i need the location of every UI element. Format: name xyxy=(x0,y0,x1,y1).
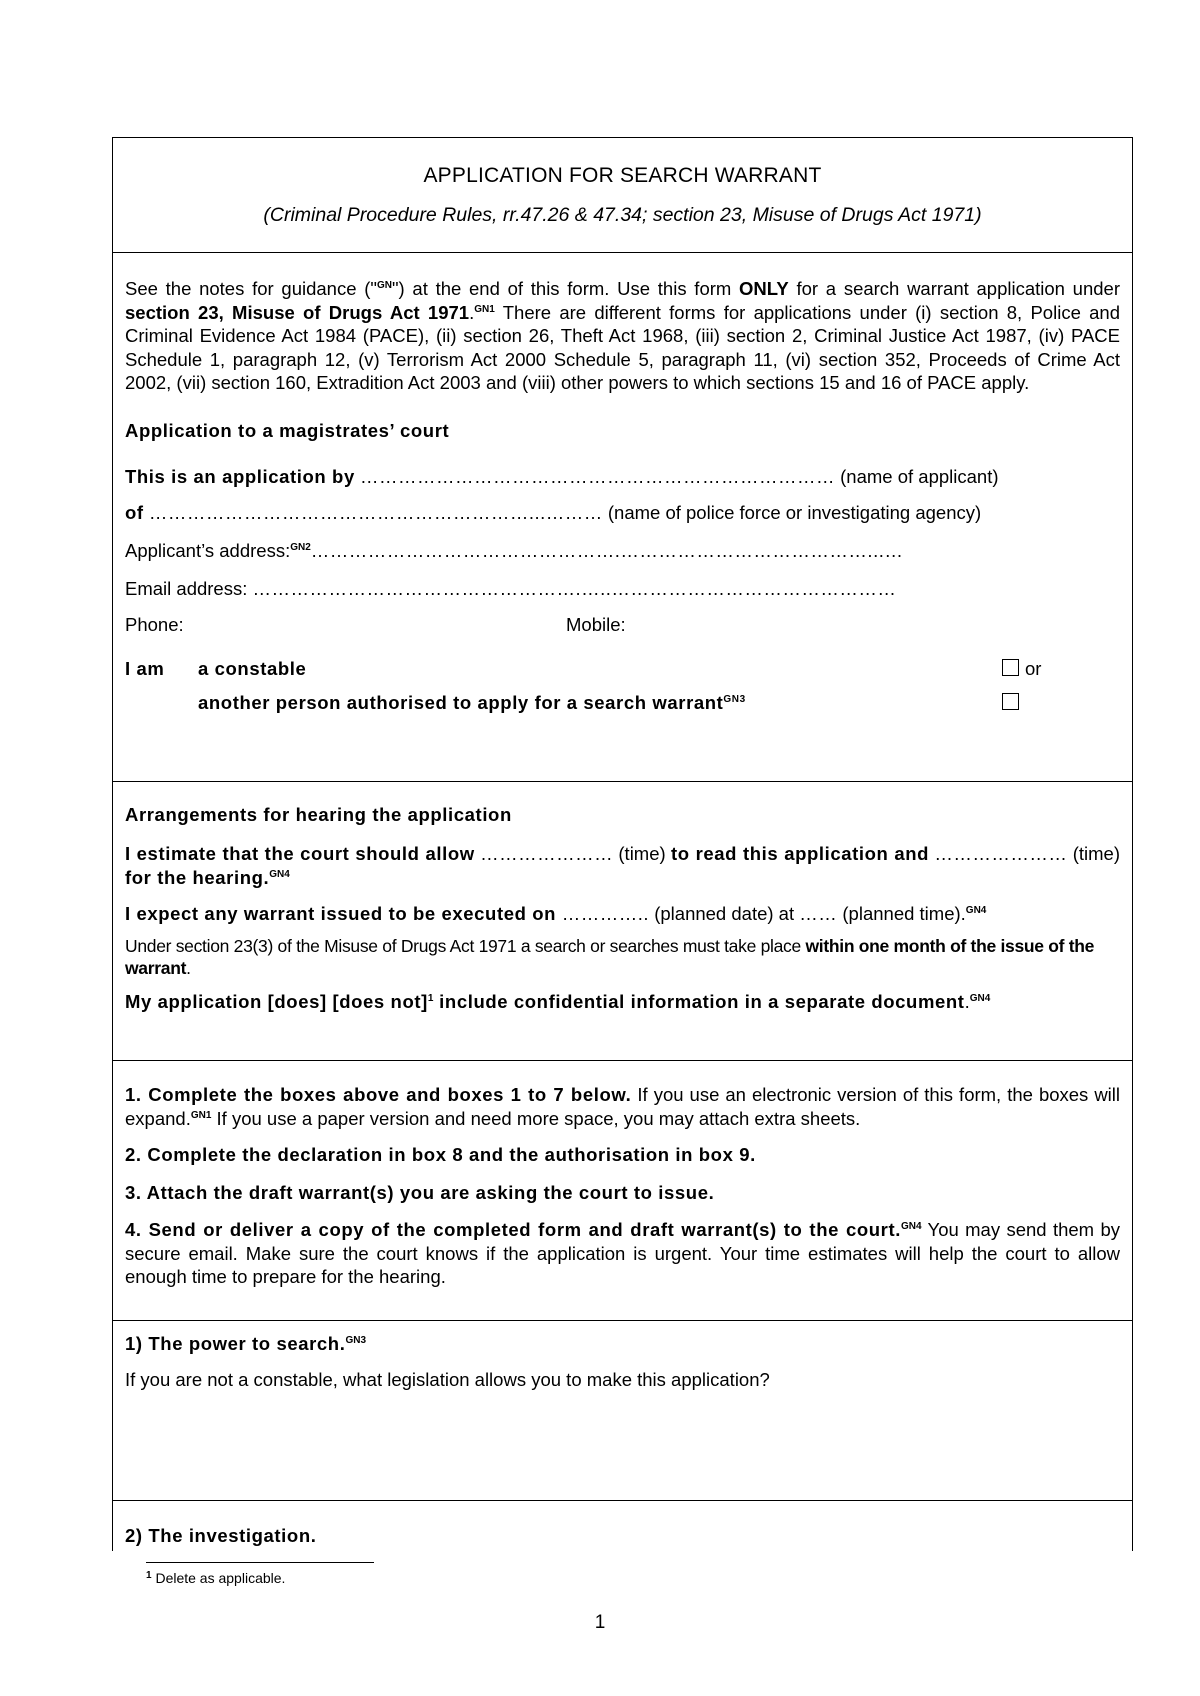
text: (planned time). xyxy=(837,903,966,924)
form-title: APPLICATION FOR SEARCH WARRANT xyxy=(423,164,822,187)
gn-ref: GN xyxy=(376,280,392,291)
form-subtitle: (Criminal Procedure Rules, rr.47.26 & 47.34; section 23, Misuse of Drugs Act 1971) xyxy=(263,204,982,226)
authorised-checkbox-wrap xyxy=(1002,692,1025,714)
text: . xyxy=(964,991,970,1012)
constable-checkbox[interactable] xyxy=(1002,659,1019,676)
gn-ref: GN1 xyxy=(474,303,495,315)
constable-option xyxy=(125,658,1120,680)
step-2: 2. Complete the declaration in box 8 and the authorisation in box 9. xyxy=(125,1144,756,1165)
text: My application [does] [does not] xyxy=(125,991,428,1012)
text: 1. Complete the boxes above and boxes 1 to 7 below. xyxy=(125,1084,632,1105)
address-field[interactable] xyxy=(125,540,1120,562)
box-1-answer-area[interactable] xyxy=(125,1391,1120,1481)
authorised-option xyxy=(125,692,1120,714)
text: Under section 23(3) of the Misuse of Drugs Act 1971 a search or searches must take place xyxy=(125,936,806,956)
gn-ref: GN4 xyxy=(969,993,991,1004)
or-label: or xyxy=(1025,657,1042,679)
constable-label: a constable xyxy=(198,657,307,679)
text: for a search warrant application under xyxy=(788,278,1120,299)
text: . xyxy=(186,958,191,978)
footnote xyxy=(146,1570,285,1586)
text: I expect any warrant issued to be executed on xyxy=(125,903,562,924)
steps-section xyxy=(113,1061,1132,1321)
i-am-label: I am xyxy=(125,657,165,679)
text: for the hearing. xyxy=(125,866,270,888)
phone-label: Phone: xyxy=(125,613,184,635)
gn-ref: GN3 xyxy=(723,693,746,705)
arrangements-section xyxy=(113,782,1132,1061)
step-4 xyxy=(125,1218,1120,1289)
court-heading: Application to a magistrates’ court xyxy=(125,419,450,441)
text: within one month of the issue of the warrant xyxy=(125,936,1095,978)
constable-checkbox-wrap xyxy=(1002,658,1041,680)
footnote-text: Delete as applicable. xyxy=(151,1570,286,1586)
arrangements-heading: Arrangements for hearing the application xyxy=(125,804,512,825)
agency-hint: (name of police force or investigating agency) xyxy=(602,501,982,523)
text: (planned date) at xyxy=(649,903,800,924)
text: (time) xyxy=(1067,843,1120,864)
time-limit-paragraph xyxy=(125,935,1120,979)
box-2-investigation xyxy=(113,1501,1132,1551)
authorised-checkbox[interactable] xyxy=(1002,693,1019,710)
footnote-ref: 1 xyxy=(427,993,434,1004)
gn-ref: GN4 xyxy=(269,868,290,880)
gn-ref: GN3 xyxy=(345,1335,366,1346)
email-field[interactable] xyxy=(125,578,1120,600)
planned-time-dots[interactable]: …… xyxy=(799,903,838,924)
text: I estimate that the court should allow xyxy=(125,843,475,864)
guidance-paragraph xyxy=(125,277,1120,395)
address-label: Applicant’s address: xyxy=(125,539,291,561)
text: another person authorised to apply for a search warrant xyxy=(198,691,724,713)
agency-field[interactable] xyxy=(125,502,1120,524)
step-3: 3. Attach the draft warrant(s) you are asking the court to issue. xyxy=(125,1182,715,1203)
confidential-paragraph xyxy=(125,991,1120,1013)
text: If you use an electronic version of this form, the boxes will expand. xyxy=(125,1084,1121,1129)
application-form xyxy=(112,137,1133,1551)
authorised-label xyxy=(198,692,746,714)
text: ") at the end of this form. Use this form xyxy=(391,278,740,299)
text: See the notes for guidance (" xyxy=(125,278,377,299)
footnote-mark: 1 xyxy=(146,1570,152,1581)
gn-ref: GN4 xyxy=(965,905,987,916)
hearing-time-dots[interactable]: ………………… xyxy=(934,843,1068,864)
applicant-name-field[interactable] xyxy=(125,466,1120,488)
of-label: of xyxy=(125,501,144,523)
text: 1) The power to search. xyxy=(125,1333,346,1354)
box-1-heading xyxy=(125,1333,1120,1355)
box-1-question: If you are not a constable, what legislation allows you to make this application? xyxy=(125,1369,770,1390)
estimate-paragraph xyxy=(125,842,1120,889)
gn-ref: GN4 xyxy=(900,1221,922,1232)
phone-row xyxy=(125,614,1120,636)
email-label: Email address: xyxy=(125,577,253,599)
agency-dots[interactable]: ……………………………………………………...……… xyxy=(148,501,603,523)
step-1 xyxy=(125,1083,1120,1130)
only-emphasis: ONLY xyxy=(739,278,789,299)
text: There are different forms for applications under (i) section 8, Police and Criminal Evidence Act 1984 (PACE), (ii) section 26, Theft Act 1968, (iii) section 2, Criminal Justice Act 1987, (iv) PACE Schedule 1, paragraph 12, (v) Terrorism Act 2000 Schedule 5, paragraph 11, (vi) section 352, Proceeds of Crime Act 2002, (vii) section 160, Extradition Act 2003 and (viii) other powers to which sections 15 and 16 of PACE apply. xyxy=(125,301,1121,393)
gn-ref: GN2 xyxy=(290,541,311,553)
applicant-label: This is an application by xyxy=(125,465,355,487)
box-1-power-to-search xyxy=(113,1321,1132,1501)
intro-section xyxy=(113,253,1132,782)
section-emphasis: section 23, Misuse of Drugs Act 1971 xyxy=(125,301,470,323)
text: If you use a paper version and need more space, you may attach extra sheets. xyxy=(211,1107,861,1129)
applicant-hint: (name of applicant) xyxy=(835,465,999,487)
box-2-heading: 2) The investigation. xyxy=(125,1525,317,1546)
planned-date-dots[interactable]: ………….. xyxy=(561,903,650,924)
text: to read this application and xyxy=(671,843,930,864)
applicant-dots[interactable]: ………………………………………………………………… xyxy=(360,465,835,487)
page-number: 1 xyxy=(594,1612,606,1633)
read-time-dots[interactable]: ………………… xyxy=(480,843,614,864)
address-dots[interactable]: ………………………………………….…………………………………...… xyxy=(310,539,904,561)
text: include confidential information in a separate document xyxy=(433,991,965,1012)
gn-ref: GN1 xyxy=(190,1109,212,1121)
email-dots[interactable]: …………………………………………….…..……………………………………… xyxy=(252,577,897,599)
execution-paragraph xyxy=(125,903,1120,925)
text: . xyxy=(469,301,475,323)
form-header xyxy=(113,138,1132,253)
mobile-label: Mobile: xyxy=(566,613,626,635)
text: You may send them by secure email. Make sure the court knows if the application is urgent. Your time estimates will help the court to allow enough time to prepare for the hearing. xyxy=(125,1219,1120,1287)
text: (time) xyxy=(613,843,671,864)
text: 4. Send or deliver a copy of the completed form and draft warrant(s) to the court. xyxy=(125,1219,901,1240)
footnote-separator xyxy=(146,1562,374,1563)
